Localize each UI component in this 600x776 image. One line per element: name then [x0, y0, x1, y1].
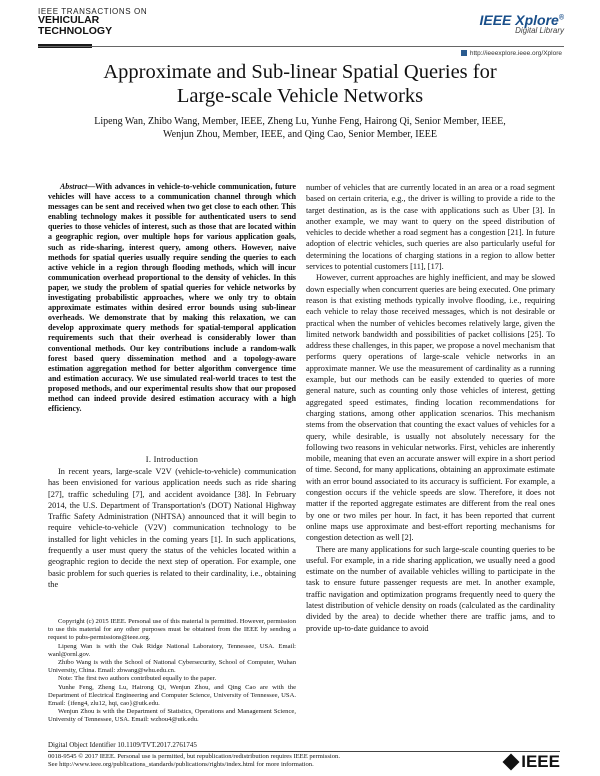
title-line2: Large-scale Vehicle Networks: [176, 85, 424, 107]
ieee-logo: [505, 752, 560, 772]
journal-prefix: IEEE TRANSACTIONS ON: [38, 7, 148, 16]
title-line1: Approximate and Sub-linear Spatial Queries for: [103, 61, 497, 83]
footnotes: [48, 618, 296, 725]
intro-right-column: [306, 182, 555, 634]
authors-line1: Lipeng Wan, Zhibo Wang, Member, IEEE, Zheng Lu, Yunhe Feng, Hairong Qi, Senior Member, IEEE,: [94, 116, 506, 127]
intro-paragraph-3: However, current approaches are highly inefficient, and may be slowed down especially when concurrent queries are being executed. One primary reason is that existing methods typically involve flooding, i.e., requiring each vehicle to relay those received messages, which is not desirable or practical when the number of vehicles becomes relatively large, given the limited network bandwidth and possibilities of packet collisions [25]. To address these challenges, in this paper, we propose a novel mechanism that performs query operations of large-scale vehicle networks in an approximate manner. We use the measurement of cardinality as a running example, but our methods can be easily extended to queries of more general nature, such as counting only those vehicles of interest, getting aggregated speed estimates, finding location recommendations for charging stations, among other application scenarios. This mechanism stems from the observation that counting the exact values of vehicles for a query, while desirable, is usually not absolutely necessary for the following two reasons in vehicular networks. First, vehicles are inherently mobile, meaning that even an accurate answer will expire in a short period of time. Second, for many applications, obtaining an approximate estimate with an error bound associated to its accuracy is sufficient. For example, a congestion occurs if the vehicle speeds are slow. Therefore, it does not matter if the reported aggregate estimates are different from the real ones by one or two miles per hour. In fact, it has been reported that current online maps use approximate and best-effort reporting mechanisms for congestion detection as well [2].: [306, 273, 555, 543]
copyright-line2: See http://www.ieee.org/publications_standards/publications/rights/index.html for more information.: [48, 761, 314, 769]
abstract-label: Abstract: [60, 182, 88, 191]
footnote: Wenjun Zhou is with the Department of Statistics, Operations and Management Science, University of Tennessee, USA. Email: wzhou4@utk.edu.: [48, 708, 296, 724]
intro-paragraph-1: In recent years, large-scale V2V (vehicle-to-vehicle) communication has been envisioned for various application needs such as ride sharing [27], traffic scheduling [7], and accident avoidance [38]. In February 2014, the U.S. Department of Transportation's (DOT) National Highway Traffic Safety Administration (NHTSA) announced that it will begin to require vehicle-to-vehicle (V2V) communication technology to be installed for light vehicles in the coming years [1]. In such applications, frequently a user must query the status of the vehicles located within a geographic region to decide the next step of operation. For example, one basic problem for such queries is related to their cardinality, i.e., obtaining the: [48, 467, 296, 589]
intro-paragraph-4: There are many applications for such large-scale counting queries to be useful. For example, in a ride sharing application, we usually need a good estimate on the number of available vehicles willing to participate in the task to ensure future passenger requests are met. In another example, traffic navigation and optimization programs frequently need to query the latest distribution of vehicle density on roads (calculated as the cardinality divided by the area) to decide whether there are traffic jams, and to provide up-to-date guidance to avoid: [306, 544, 555, 633]
xplore-url-link[interactable]: http://ieeexplore.ieee.org/Xplore: [461, 50, 562, 57]
footnote: Copyright (c) 2015 IEEE. Personal use of this material is permitted. However, permission to use this material for any other purposes must be obtained from the IEEE by sending a request to pubs-permissions@ieee.org.: [48, 618, 296, 642]
ieee-logo-text: IEEE: [521, 752, 560, 771]
author-list: [40, 115, 560, 141]
xplore-brand: IEEE Xplore®: [479, 12, 564, 28]
footnote: Lipeng Wan is with the Oak Ridge National Laboratory, Tennessee, USA. Email: wanl@ornl.gov.: [48, 642, 296, 658]
abstract: [48, 182, 296, 414]
paper-title: [40, 60, 560, 108]
journal-name-line1: VEHICULAR: [38, 14, 100, 26]
copyright-notice: [48, 753, 478, 770]
footnote: Note: The first two authors contributed equally to the paper.: [58, 675, 217, 683]
ieee-xplore-logo[interactable]: [479, 12, 564, 35]
abstract-text: —With advances in vehicle-to-vehicle communication, future vehicles will have access to a communication channel through which messages can be sent and received when two get close to each other. This enabling technology makes it possible for authenticated users to send queries to those vehicles of interest, such as those that are located within a geographic region, over multiple hops for various application goals, such as ride-sharing, interest query, among others. However, naive methods for spatial queries usually require sending the queries to each active vehicle in a region through flooding methods, which will incur communication overhead proportional to the density of vehicles. In this paper, we study the problem of spatial queries for vehicle networks by investigating probabilistic approaches, where we only try to obtain approximate estimates within desired error bounds using sub-linear overheads. We demonstrate that by making this relaxation, we can develop approximate query methods for spatial-temporal application requirements such that their overhead is considerably lower than conventional methods. Our key contributions include a random-walk forest based query dissemination method and a topology-aware estimation aggregation method for better algorithm convergence time and estimation accuracy. We use simulated real-world traces to test the proposed methods, and our experimental results show that our proposed method can indeed provide desired estimation accuracy with a high efficiency.: [48, 182, 296, 414]
footnote: Zhibo Wang is with the School of National Cybersecurity, School of Computer, Wuhan University, China. Email: zbwang@whu.edu.cn.: [48, 659, 296, 675]
intro-left-column: [48, 466, 296, 590]
section-heading: I. Introduction: [145, 455, 199, 464]
journal-name-line2: TECHNOLOGY: [38, 25, 113, 37]
xplore-subtitle: Digital Library: [515, 26, 564, 35]
ieee-diamond-icon: [503, 754, 520, 771]
intro-paragraph-2: number of vehicles that are currently located in an area or a road segment based on certain criteria, e.g., the driver is willing to provide a ride to the target destination, as is the case with applications such as Uber [3]. In another example, we may want to query on the speed distribution of vehicles to decide whether a road segment has a congestion [21]. In future adoption of electric vehicles, such queries are also particularly useful for determining the locations of charging stations in a region to allow better services to potential customers [11], [17].: [306, 183, 555, 272]
authors-line2: Wenjun Zhou, Member, IEEE, and Qing Cao, Senior Member, IEEE: [163, 129, 437, 140]
doi: Digital Object Identifier 10.1109/TVT.2017.2761745: [48, 741, 197, 749]
bottom-rule: [48, 751, 560, 752]
journal-name: [38, 15, 112, 37]
footnote: Yunhe Feng, Zheng Lu, Hairong Qi, Wenjun Zhou, and Qing Cao are with the Department of Electrical Engineering and Computer Science, University of Tennessee, USA. Email: {ifeng4, zlu12, hqi, cao}@utk.edu.: [48, 683, 296, 708]
header-rule: [38, 46, 564, 47]
copyright-line1: 0018-9545 © 2017 IEEE. Personal use is permitted, but republication/redistribution requires IEEE permission.: [48, 753, 340, 760]
